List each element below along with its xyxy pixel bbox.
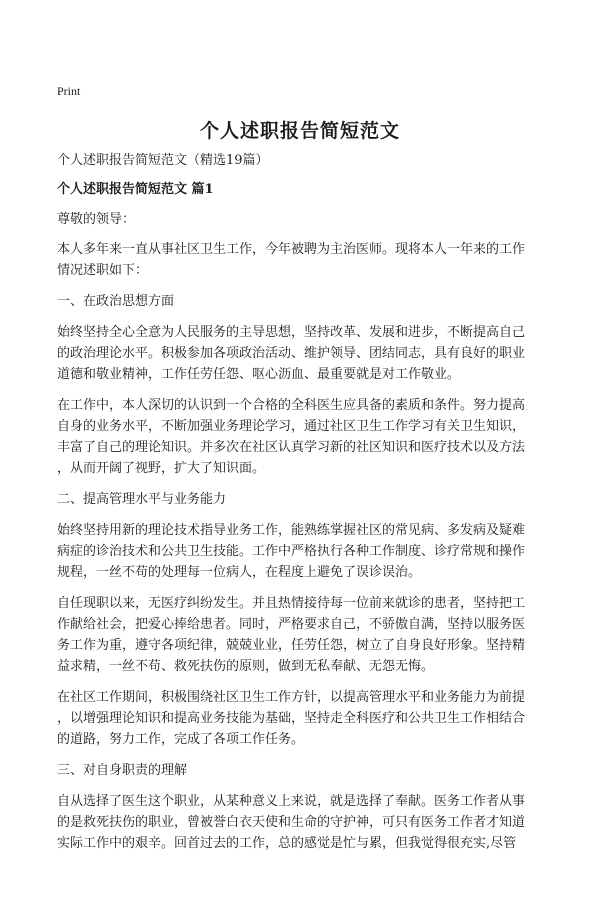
paragraph-line: 情况述职如下： — [57, 263, 149, 278]
print-link[interactable]: Print — [57, 84, 81, 98]
paragraph-line: 的政治理论水平。积极参加各项政治活动、维护领导、团结同志，具有良好的职业 — [57, 346, 526, 361]
body-blocks — [57, 239, 547, 854]
section-heading: 一、在政治思想方面 — [57, 294, 175, 309]
document-subtitle: 个人述职报告简短范文（精选19篇） — [57, 153, 269, 168]
paragraph — [57, 520, 547, 583]
paragraph-line: 丰富了自己的理论知识。并多次在社区认真学习新的社区知识和医疗技术以及方法 — [57, 440, 526, 455]
paragraph-line: 实际工作中的艰辛。回首过去的工作，总的感觉是忙与累，但我觉得很充实,尽管 — [57, 836, 517, 851]
paragraph-line: 始终坚持全心全意为人民服务的主导思想，坚持改革、发展和进步，不断提高自己 — [57, 325, 526, 340]
section-heading: 二、提高管理水平与业务能力 — [57, 492, 227, 507]
paragraph — [57, 593, 547, 677]
paragraph — [57, 322, 547, 385]
paragraph-line: 自任现职以来，无医疗纠纷发生。并且热情接待每一位前来就诊的患者，坚持把工 — [57, 596, 526, 611]
paragraph-line: 的是救死扶伤的职业，曾被誉白衣天使和生命的守护神，可只有医务工作者才知道 — [57, 815, 526, 830]
paragraph — [57, 395, 547, 479]
paragraph-line: 本人多年来一直从事社区卫生工作，今年被聘为主治医师。现将本人一年来的工作 — [57, 242, 526, 257]
paragraph-line: 病症的诊治技术和公共卫生技能。工作中严格执行各种工作制度、诊疗常规和操作 — [57, 544, 526, 559]
paragraph-line: 益求精，一丝不苟、救死扶伤的原则，做到无私奉献、无怨无悔。 — [57, 659, 435, 674]
document-body — [57, 150, 547, 864]
paragraph-line: ，从而开阔了视野，扩大了知识面。 — [57, 461, 266, 476]
paragraph-line: 在社区工作期间，积极围绕社区卫生工作方针，以提高管理水平和业务能力为前提 — [57, 690, 526, 705]
paragraph-line: 务工作为重，遵守各项纪律，兢兢业业，任劳任怨，树立了自身良好形象。坚持精 — [57, 638, 526, 653]
paragraph-line: 作献给社会，把爱心捧给患者。同时，严格要求自己，不骄傲自满，坚持以服务医 — [57, 617, 526, 632]
paragraph — [57, 687, 547, 750]
paragraph-line: ，以增强理论知识和提高业务技能为基础，坚持走全科医疗和公共卫生工作相结合 — [57, 711, 526, 726]
section-heading: 三、对自身职责的理解 — [57, 763, 188, 778]
paragraph-line: 的道路，努力工作，完成了各项工作任务。 — [57, 732, 305, 747]
paragraph-line: 道德和敬业精神，工作任劳任怨、呕心沥血、最重要就是对工作敬业。 — [57, 367, 461, 382]
paragraph-line: 自身的业务水平，不断加强业务理论学习，通过社区卫生工作学习有关卫生知识， — [57, 419, 526, 434]
greeting: 尊敬的领导： — [57, 212, 136, 227]
paragraph — [57, 239, 547, 281]
page-title: 个人述职报告简短范文 — [199, 120, 400, 142]
paragraph-line: 始终坚持用新的理论技术指导业务工作，能熟练掌握社区的常见病、多发病及疑难 — [57, 523, 526, 538]
paragraph-line: 规程，一丝不苟的处理每一位病人，在程度上避免了误诊误治。 — [57, 565, 422, 580]
paragraph-line: 自从选择了医生这个职业，从某种意义上来说，就是选择了奉献。医务工作者从事 — [57, 794, 526, 809]
section-title: 个人述职报告简短范文 篇1 — [57, 182, 214, 197]
paragraph — [57, 791, 547, 854]
paragraph-line: 在工作中，本人深切的认识到一个合格的全科医生应具备的素质和条件。努力提高 — [57, 398, 526, 413]
